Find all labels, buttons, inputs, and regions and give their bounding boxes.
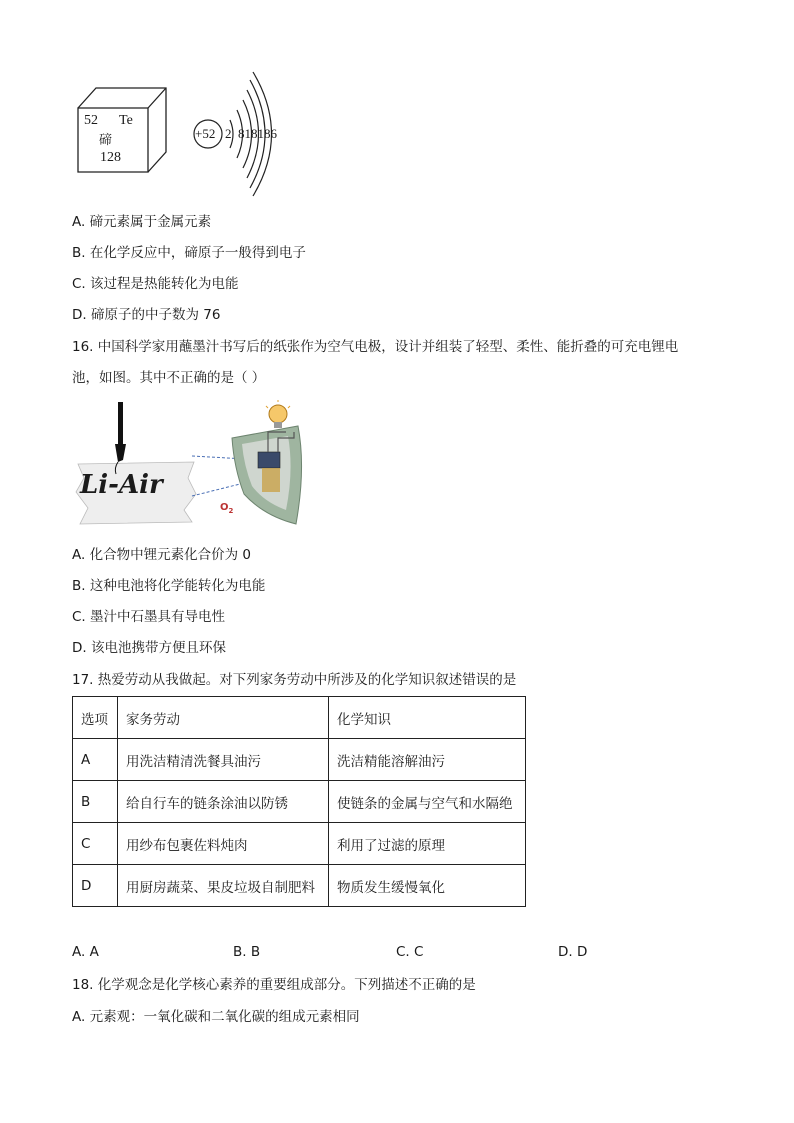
- q17-stem: 17. 热爱劳动从我做起。对下列家务劳动中所涉及的化学知识叙述错误的是: [72, 672, 517, 688]
- table-cell: 使链条的金属与空气和水隔绝: [329, 781, 526, 823]
- table-header-cell: 家务劳动: [118, 697, 329, 739]
- li-air-battery-figure: [74, 398, 314, 530]
- q16-option-a: A. 化合物中锂元素化合价为 0: [72, 547, 251, 563]
- q18-option-a: A. 元素观：一氧化碳和二氧化碳的组成元素相同: [72, 1009, 360, 1025]
- table-cell: C: [73, 823, 118, 865]
- q16-stem-line1: 16. 中国科学家用蘸墨汁书写后的纸张作为空气电极，设计并组装了轻型、柔性、能折叠的可充电锂电: [72, 339, 679, 355]
- table-row: [73, 865, 526, 907]
- q15-option-a: A. 碲元素属于金属元素: [72, 214, 212, 230]
- element-atomic-mass: 128: [100, 150, 121, 165]
- table-cell: 物质发生缓慢氧化: [329, 865, 526, 907]
- q17-answer-a: A. A: [72, 944, 99, 960]
- q17-answer-c: C. C: [396, 944, 424, 960]
- nucleus-charge: +52: [195, 126, 216, 141]
- table-cell: B: [73, 781, 118, 823]
- o2-label-subscript: 2: [228, 507, 234, 515]
- q16-option-b: B. 这种电池将化学能转化为电能: [72, 578, 266, 594]
- element-name: 碲: [99, 132, 113, 147]
- element-symbol: Te: [119, 113, 133, 128]
- table-header-cell: 选项: [73, 697, 118, 739]
- q15-option-c: C. 该过程是热能转化为电能: [72, 276, 239, 292]
- table-cell: 洗洁精能溶解油污: [329, 739, 526, 781]
- q15-option-d: D. 碲原子的中子数为 76: [72, 307, 221, 323]
- table-row: [73, 781, 526, 823]
- atomic-structure-diagram: [190, 70, 300, 200]
- o2-label-o: O: [220, 502, 229, 513]
- electron-shell-counts: 2 818186: [225, 126, 277, 141]
- table-cell: 用厨房蔬菜、果皮垃圾自制肥料: [118, 865, 329, 907]
- table-header-row: [73, 697, 526, 739]
- li-air-handwritten-label: Li-Air: [80, 470, 163, 500]
- element-atomic-number: 52: [84, 113, 98, 128]
- q18-stem: 18. 化学观念是化学核心素养的重要组成部分。下列描述不正确的是: [72, 977, 476, 993]
- q16-option-c: C. 墨汁中石墨具有导电性: [72, 609, 226, 625]
- table-cell: 用洗洁精清洗餐具油污: [118, 739, 329, 781]
- table-cell: 用纱布包裹佐料炖肉: [118, 823, 329, 865]
- table-cell: 给自行车的链条涂油以防锈: [118, 781, 329, 823]
- table-cell: 利用了过滤的原理: [329, 823, 526, 865]
- table-row: [73, 823, 526, 865]
- q16-option-d: D. 该电池携带方便且环保: [72, 640, 226, 656]
- li-air-illustration: [74, 398, 314, 530]
- q17-answer-b: B. B: [233, 944, 261, 960]
- q15-option-b: B. 在化学反应中，碲原子一般得到电子: [72, 245, 306, 261]
- table-header-cell: 化学知识: [329, 697, 526, 739]
- table-cell: A: [73, 739, 118, 781]
- q17-table: [72, 696, 526, 907]
- o2-label: [220, 502, 233, 515]
- element-card-tellurium: [72, 80, 172, 175]
- q17-answer-d: D. D: [558, 944, 588, 960]
- table-cell: D: [73, 865, 118, 907]
- table-row: [73, 739, 526, 781]
- q16-stem-line2: 池，如图。其中不正确的是（ ）: [72, 370, 266, 386]
